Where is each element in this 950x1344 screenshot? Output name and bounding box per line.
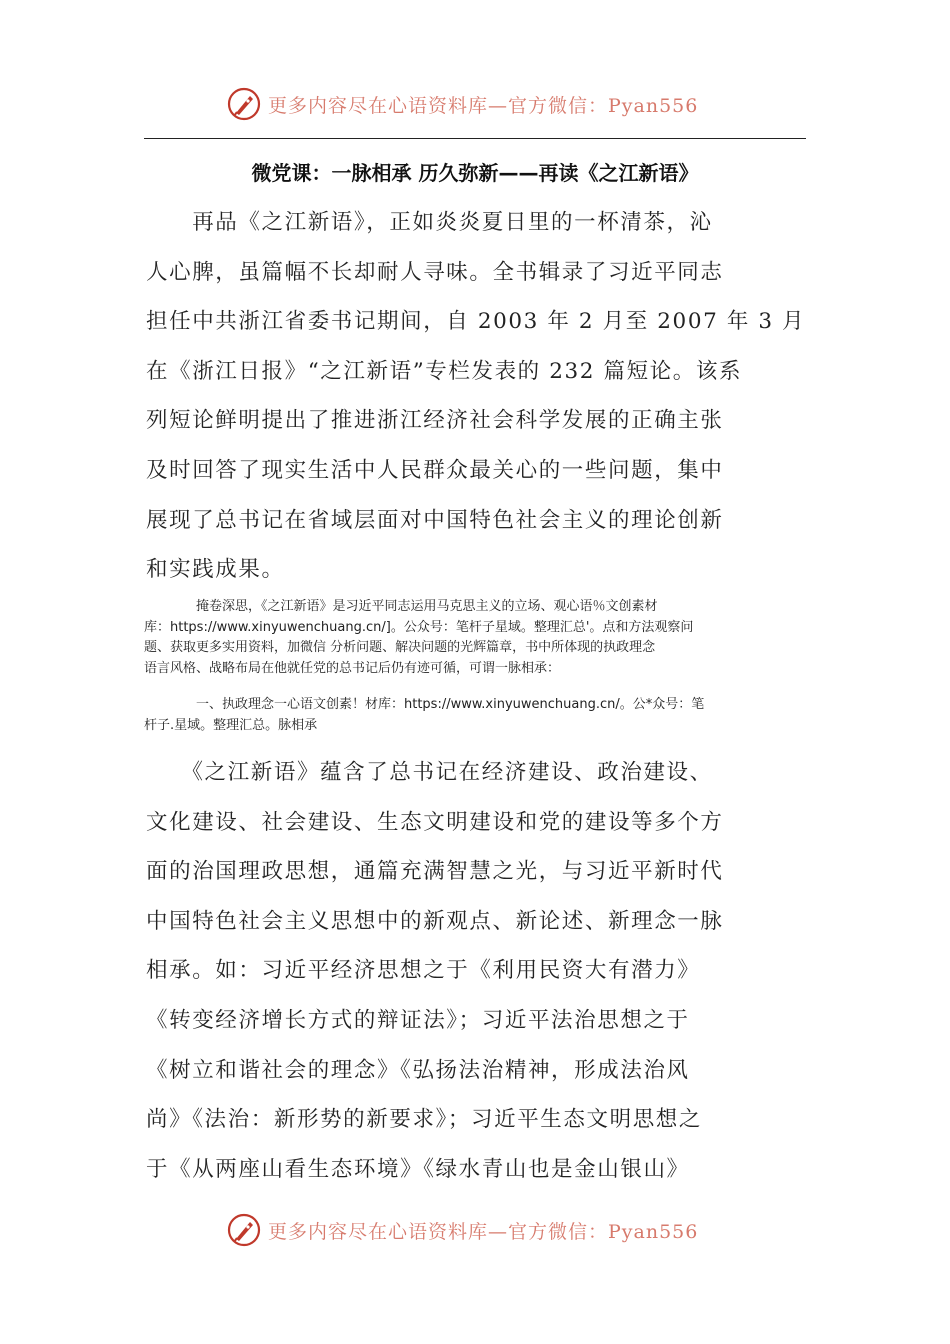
paragraph-intro <box>146 198 808 595</box>
text-line: 一、执政理念一心语文创素！材库：https://www.xinyuwenchuang.cn/。公*众号：笔 <box>144 697 705 712</box>
text-line: 担任中共浙江省委书记期间，自 2003 年 2 月至 2007 年 3 月 <box>146 309 806 335</box>
text-line: 掩卷深思，《之江新语》是习近平同志运用马克思主义的立场、观心语％文创素材 <box>144 599 658 614</box>
text-line: 文化建设、社会建设、生态文明建设和党的建设等多个方 <box>146 809 724 835</box>
banner-text: 更多内容尽在心语资料库—官方微信：Pyan556 <box>268 1220 699 1243</box>
footer-banner <box>226 1210 698 1250</box>
text-line: 人心脾，虽篇幅不长却耐人寻味。全书辑录了习近平同志 <box>146 259 724 285</box>
text-line: 题、获取更多实用资料，加微信 分析问题、解决问题的光辉篇章，书中所体现的执政理念 <box>144 640 656 655</box>
text-line: 和实践成果。 <box>146 557 285 583</box>
text-line: 语言风格、战略布局在他就任党的总书记后仍有迹可循，可谓一脉相承： <box>144 660 561 676</box>
pen-nib-logo-icon <box>226 1212 262 1248</box>
text-line: 列短论鲜明提出了推进浙江经济社会科学发展的正确主张 <box>146 408 724 434</box>
text-line: 《树立和谐社会的理念》《弘扬法治精神，形成法治风 <box>146 1057 690 1083</box>
text-line: 尚》《法治：新形势的新要求》；习近平生态文明思想之 <box>146 1107 703 1133</box>
paragraph-reflection <box>144 597 810 679</box>
text-line: 中国特色社会主义思想中的新观点、新论述、新理念一脉 <box>146 908 724 934</box>
text-line: 再品《之江新语》，正如炎炎夏日里的一杯清茶，沁 <box>146 210 713 235</box>
text-line: 库：https://www.xinyuwenchuang.cn/]。公众号：笔杆子星域。整理汇总'。点和方法观察问 <box>144 619 694 635</box>
banner-text: 更多内容尽在心语资料库—官方微信：Pyan556 <box>268 94 699 117</box>
paragraph-body <box>146 748 808 1194</box>
text-line: 展现了总书记在省域层面对中国特色社会主义的理论创新 <box>146 507 724 533</box>
page-title: 微党课：一脉相承 历久弥新——再读《之江新语》 <box>251 161 699 185</box>
header-divider <box>144 138 806 139</box>
text-line: 《之江新语》蕴含了总书记在经济建设、政治建设、 <box>146 760 713 785</box>
text-line: 面的治国理政思想，通篇充满智慧之光，与习近平新时代 <box>146 859 724 885</box>
section-heading-1 <box>144 695 810 736</box>
text-line: 相承。如：习近平经济思想之于《利用民资大有潜力》 <box>146 958 701 984</box>
header-banner <box>226 84 698 124</box>
text-line: 于《从两座山看生态环境》《绿水青山也是金山银山》 <box>146 1156 690 1182</box>
text-line: 杆子.星域。整理汇总。脉相承 <box>144 717 318 733</box>
pen-nib-logo-icon <box>226 86 262 122</box>
text-line: 在《浙江日报》“之江新语”专栏发表的 232 篇短论。该系 <box>146 358 743 384</box>
text-line: 及时回答了现实生活中人民群众最关心的一些问题，集中 <box>146 457 724 483</box>
text-line: 《转变经济增长方式的辩证法》；习近平法治思想之于 <box>146 1007 690 1033</box>
